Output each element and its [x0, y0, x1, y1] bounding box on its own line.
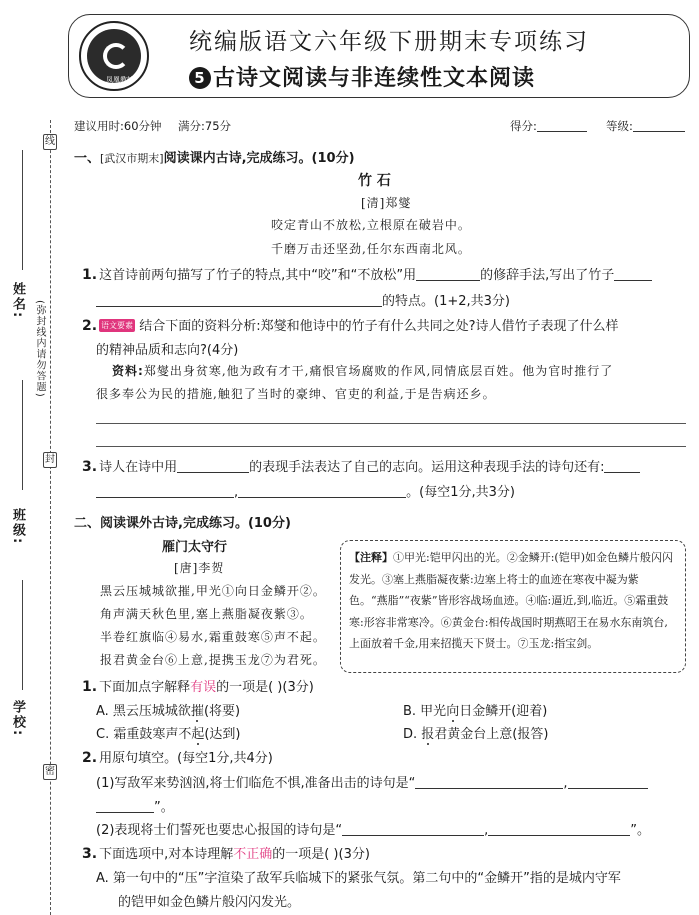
poem2-title: 雁门太守行 — [162, 540, 228, 555]
answer-blank[interactable] — [488, 824, 630, 836]
poem1-author: [清]郑燮 — [361, 196, 412, 210]
s1-question3-cont: , 。(每空1分,共3分) — [96, 481, 515, 500]
seal-mark-secret: 密 — [43, 764, 57, 780]
answer-line[interactable] — [96, 423, 686, 424]
poem2-author: [唐]李贺 — [174, 561, 225, 575]
s2-q2-sub2: (2)表现将士们誓死也要忠心报国的诗句是“ , ”。 — [96, 823, 651, 838]
poem1-line: 咬定青山不放松,立根原在破岩中。 — [271, 218, 471, 232]
poem2-line: 角声满天秋色里,塞上燕脂凝夜紫③。 — [100, 607, 313, 621]
answer-blank[interactable] — [568, 777, 648, 789]
literacy-tag: 语文要素 — [101, 321, 134, 330]
section1-heading: 一、[武汉市期末]阅读课内古诗,完成练习。(10分) — [74, 151, 355, 166]
poem2-line: 报君黄金台⑥上意,提携玉龙⑦为君死。 — [100, 653, 326, 667]
answer-blank[interactable] — [416, 269, 480, 281]
seal-mark-line: 线 — [43, 134, 57, 150]
swirl-icon — [103, 43, 129, 69]
page-subtitle — [189, 61, 535, 92]
poem2-line: 黑云压城城欲摧,甲光①向日金鳞开②。 — [100, 584, 326, 598]
material-text: 资料:郑燮出身贫寒,他为政有才干,痛恨官场腐败的作风,同情底层百姓。他为官时推行了 — [112, 364, 614, 378]
class-label: 班级: — [10, 508, 25, 546]
answer-blank[interactable] — [342, 824, 484, 836]
answer-blank[interactable] — [96, 801, 154, 813]
s1-question2-cont: 的精神品质和志向?(4分) — [96, 343, 239, 358]
section2-heading: 二、阅读课外古诗,完成练习。(10分) — [74, 516, 291, 531]
answer-blank[interactable] — [96, 486, 234, 498]
answer-blank[interactable] — [604, 461, 640, 473]
poem1-title: 竹 石 — [358, 173, 391, 189]
grade-blank[interactable] — [633, 120, 685, 132]
class-field-line[interactable] — [22, 380, 23, 490]
s2-q1-option-c[interactable]: C. 霜重鼓寒声不起(达到) — [96, 727, 241, 742]
name-field-line[interactable] — [22, 150, 23, 270]
annotation-box: 【注释】①甲光:铠甲闪出的光。②金鳞开:(铠甲)如金色鳞片般闪闪发光。③塞上燕脂凝夜紫:边塞上将士的血迹在寒夜中凝为紫色。“燕脂”“夜紫”皆形容战场血迹。④临:逼近,到,临近。⑤霜重鼓寒:形容非常寒冷。⑥黄金台:相传战国时期燕昭王在易水东南筑台,上面放着千金,用来招揽天下贤士。⑦玉龙:指宝剑。 — [340, 540, 686, 673]
seal-mark-seal: 封 — [43, 452, 57, 468]
s2-q2-sub1: (1)写敌军来势汹汹,将士们临危不惧,准备出击的诗句是“ , — [96, 772, 648, 791]
s1-question1-cont: 的特点。(1+2,共3分) — [96, 290, 510, 309]
s2-question1: 1. 下面加点字解释有误的一项是( )(3分) — [82, 679, 314, 695]
school-label: 学校: — [10, 700, 25, 738]
name-label: 姓名: — [10, 282, 25, 320]
s2-q1-option-d[interactable]: D. 报君黄金台上意(报答) — [403, 727, 549, 742]
s2-q3-option-a[interactable]: A. 第一句中的“压”字渲染了敌军兵临城下的紧张气氛。第二句中的“金鳞开”指的是城内守军 — [96, 871, 621, 886]
s2-q2-sub1-cont: ”。 — [96, 796, 174, 815]
s2-question3: 3. 下面选项中,对本诗理解不正确的一项是( )(3分) — [82, 846, 370, 862]
answer-blank[interactable] — [614, 269, 652, 281]
s1-question1: 1. 这首诗前两句描写了竹子的特点,其中“咬”和“不放松”用 的修辞手法,写出了竹子 — [82, 264, 652, 283]
total-score-info: 满分:75分 — [178, 119, 232, 133]
poem1-line: 千磨万击还坚劲,任尔东西南北风。 — [271, 242, 471, 256]
binding-line — [50, 120, 51, 915]
grade-field[interactable]: 等级: — [606, 118, 685, 134]
s2-question2: 2. 用原句填空。(每空1分,共4分) — [82, 750, 273, 766]
logo-text: 凤凰教辅 — [106, 76, 134, 84]
unit-number-badge: 5 — [189, 67, 211, 89]
poem2-line: 半卷红旗临④易水,霜重鼓寒⑤声不起。 — [100, 630, 326, 644]
score-blank[interactable] — [537, 120, 587, 132]
s2-q1-option-a[interactable]: A. 黑云压城城欲摧(将要) — [96, 704, 241, 719]
publisher-logo — [79, 21, 149, 91]
answer-blank[interactable] — [238, 486, 406, 498]
answer-blank[interactable] — [415, 777, 563, 789]
title-banner — [68, 14, 690, 98]
school-field-line[interactable] — [22, 580, 23, 690]
page-title: 统编版语文六年级下册期末专项练习 — [189, 29, 589, 55]
answer-blank[interactable] — [177, 461, 249, 473]
s1-question2: 2. 语文要素 结合下面的资料分析:郑燮和他诗中的竹子有什么共同之处?诗人借竹子表现了什么样 — [82, 318, 619, 334]
score-field[interactable]: 得分: — [510, 118, 587, 134]
s2-q1-option-b[interactable]: B. 甲光向日金鳞开(迎着) — [403, 704, 548, 719]
no-answer-notice: (弥封线内请勿答题) — [34, 300, 45, 398]
subtitle-text: 古诗文阅读与非连续性文本阅读 — [213, 66, 536, 91]
answer-blank[interactable] — [96, 295, 382, 307]
s2-q3-option-a-cont: 的铠甲如金色鳞片般闪闪发光。 — [118, 895, 301, 910]
time-info: 建议用时:60分钟 — [74, 119, 162, 133]
s1-question3: 3. 诗人在诗中用 的表现手法表达了自己的志向。运用这种表现手法的诗句还有: — [82, 456, 640, 475]
material-text-cont: 很多奉公为民的措施,触犯了当时的豪绅、官吏的利益,于是告病还乡。 — [96, 387, 496, 401]
answer-line[interactable] — [96, 446, 686, 447]
